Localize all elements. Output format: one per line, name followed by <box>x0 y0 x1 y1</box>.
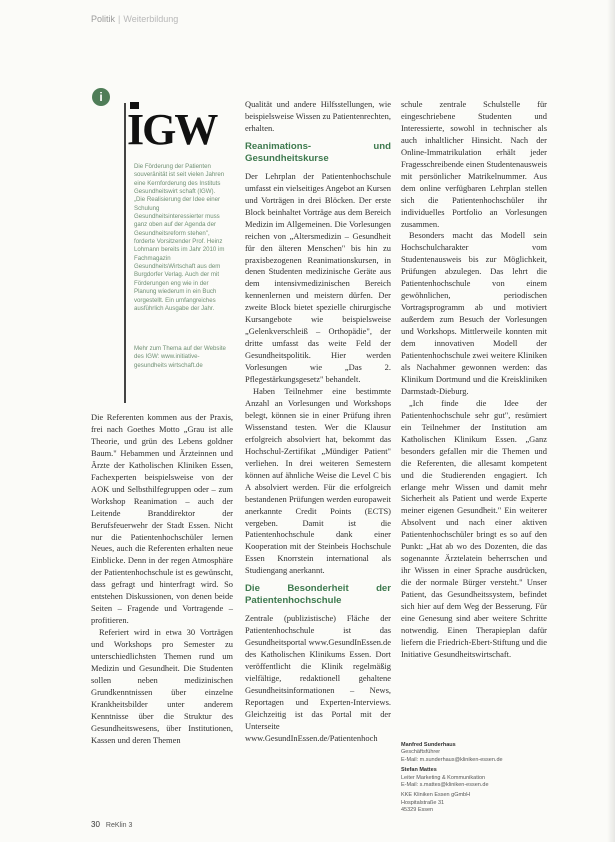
col1-paragraph-2: Referiert wird in etwa 30 Vorträgen und Workshops pro Semester zu unterschiedlichsten Themen rund um Medizin und Gesundheit. Die Studenten sollen neben medizinischen Grundkenntnissen über einzelne Krankheitsbilder unter anderem Kenntnisse über die Struktur des Gesundheitswesens, über Institutionen, Kassen und deren Themen <box>91 627 233 745</box>
page-number: 30 <box>91 820 100 829</box>
publication-name: ReKlin 3 <box>105 822 133 829</box>
heading-besonderheit: Die Besonderheit der Patientenhochschule <box>245 583 391 607</box>
col2-intro: Qualität und andere Hilfsstellungen, wie beispielsweise Wissen zu Patientenrechten, erhalten. <box>245 99 391 133</box>
contact-2-role: Leiter Marketing & Kommunikation <box>401 774 486 781</box>
contact-2 <box>401 767 547 789</box>
logo-text: IGW <box>128 105 217 152</box>
col2-paragraph-3: Zentrale (publizistische) Fläche der Patientenhochschule ist das Gesundheitsportal www.GesundInEssen.de des Katholischen Klinikums Essen. Dort veröffentlicht die Klinik regelmäßig vielfältige, redaktionell gehaltene Gesundheitsinformationen – News, Reportagen und Experten-Interviews. Gleichzeitig ist das Portal mit der Unterseite www.GesundInEssen.de/Patientenhoch <box>245 613 391 743</box>
info-icon: i <box>92 88 110 106</box>
sidebar-rule <box>124 103 126 403</box>
address-line-2: Hospitalstraße 31 <box>401 799 445 806</box>
contact-block <box>401 742 547 815</box>
col3-paragraph-3: „Ich finde die Idee der Patientenhochschule sehr gut", resümiert ein Teilnehmer der Institution am Katholischen Klinikum Essen. „Ganz besonders gefallen mir die Themen und die Referenten, die allesamt kompetent und die Studierenden engagiert. Ich erlange mehr Wissen und damit mehr Sicherheit als Patient und werde Experte meiner eigenen Gesundheit." Ein weiterer Absolvent und nach einer aktiven Patientenhochschüler bringt es so auf den Punkt: „Hat ab wo des Dozenten, die das sogenannte Ärztelatein beherrschen und ihr Wissen in einer Sprache ausdrücken, die der normale Bürger versteht." Unser Patient, das Gesundheitssystem, befindet sich hier auf dem Weg der Besserung. Für eine Genesung sind aber weitere Schritte notwendig. Einen Therapieplan dafür liefern die Friedrich-Ebert-Stiftung und die Initiative Gesundheitswirtschaft. <box>401 397 547 659</box>
column-2 <box>245 99 391 745</box>
contact-1-name: Manfred Sunderhaus <box>401 742 456 748</box>
col3-paragraph-1: schule zentrale Schulstelle für eingeschriebene Studenten und Interessierte, sowohl in technischer als auch inhaltlicher Hinsicht. Nach der Online-Immatrikulation erhält jeder Fragesschreibende einen Studentenausweis mit persönlicher Matrikelnummer. Aus dem online verfügbaren Lehrplan stellen sich die Patientenhochschüler ihr individuelles Portfolio an Vorlesungen zusammen. <box>401 99 547 229</box>
address-line-3: 45329 Essen <box>401 807 434 814</box>
igw-logo <box>128 100 228 152</box>
column-1 <box>91 412 233 747</box>
contact-1 <box>401 742 547 764</box>
subsection-name: Weiterbildung <box>123 14 179 24</box>
col2-paragraph-1: Der Lehrplan der Patientenhochschule umfasst ein vielseitiges Angebot an Kursen und Vorträgen in drei Blöcken. Der erste Block beinhaltet Vorträge aus dem Bereich Medizin im Allgemeinen. Die Vorlesungen reichen von „Altersmedizin – Gesundheit für den älteren Menschen" bis hin zu praxisbezogenen Reanimationskursen, in denen Studenten medizinische Geräte aus dem intensivmedizinischen Bereich kennenlernen und meistern dürfen. Der zweite Block bietet spezielle chirurgische Kursangebote wie beispielsweise „Gelenkverschleiß – Orthopädie", der dritte umfasst das weite Feld der Gesundheitspolitik. Hier werden Vorlesungen wie „Das 2. Pflegestärkungsgesetz" behandelt. <box>245 170 391 385</box>
contact-1-role: Geschäftsführer <box>401 749 441 756</box>
page-edge-shadow <box>607 0 615 842</box>
sidebar-text: Die Förderung der Patienten souveränität ist seit vielen Jahren eine Kernforderung des Instituts Gesundheitswirt schaft (IGW). „Die Realisierung der Idee einer Schulung Gesundheitsinteressierter muss ganz oben auf der Agenda der Gesundheitsreform stehen", forderte Vorsitzender Prof. Heinz Lohmann bereits im Jahr 2010 im Fachmagazin GesundheitsWirtschaft aus dem Burgdorfer Verlag. Auch der mit Förderungen eng wie in der Planung wiederum in ein Buch vorgestellt. Ein umfangreiches ausführlich Ausgabe der Jahr. <box>134 163 225 312</box>
contact-1-email[interactable]: E-Mail: m.sunderhaus@kliniken-essen.de <box>401 756 503 763</box>
heading-reanimation: Reanimations- und Gesundheitskurse <box>245 140 391 164</box>
contact-2-name: Stefan Mattes <box>401 767 437 774</box>
col3-paragraph-2: Besonders macht das Modell sein Hochschulcharakter vom Studentenausweis bis zur Möglichkeit, Prüfungen abzulegen. Das lehrt die Patientenhochschule von einem gewöhnlichen, periodischen Vortragsprogramm ab und motiviert außerdem zum Besuch der Vorlesungen und Workshops. Mittlerweile konnten mit dem innovativen Modell der Patientenhochschule zwei weitere Kliniken als Nachahmer gewonnen werden: das Klinikum Dortmund und die Kreiskliniken Darmstadt-Dieburg. <box>401 230 547 396</box>
igw-logo-graphic <box>128 100 228 152</box>
section-header <box>91 14 178 24</box>
contact-2-email[interactable]: E-Mail: s.mattes@kliniken-essen.de <box>401 782 489 789</box>
col2-paragraph-2: Haben Teilnehmer eine bestimmte Anzahl an Vorlesungen und Workshops belegt, können sie in einer Prüfung ihren Wissenstand testen. Wer die Klausur erfolgreich absolviert hat, bekommt das Hochschul-Zertifikat „Mündiger Patient" verliehen. In drei weiteren Semestern können auf ähnliche Weise die Level C bis A absolviert werden. Für die erfolgreich bestandenen Prüfungen werden europaweit anerkannte Credit Points (ECTS) vergeben. Damit ist die Patientenhochschule dank einer Kooperation mit der Steinbeis Hochschule Essen Knorrstein international als Studiengang anerkannt. <box>245 386 391 576</box>
section-name: Politik <box>91 14 116 24</box>
address <box>401 792 547 814</box>
sidebar-link[interactable]: Mehr zum Thema auf der Website des IGW: www.initiative-gesundheits wirtschaft.de <box>134 345 226 369</box>
header-separator: | <box>118 14 121 24</box>
address-line-1: KKE Kliniken Essen gGmbH <box>401 792 471 799</box>
col1-paragraph-1: Die Referenten kommen aus der Praxis, frei nach Goethes Motto „Grau ist alle Theorie, und grün des Lebens goldner Baum." Hebammen und Ärzteinnen und Ärzte der Katholischen Kliniken Essen, Fachexperten beispielsweise von der AOK und Selbsthilfegruppen oder – zum Workshop Reanimation – auch der Leitende Branddirektor der Berufsfeuerwehr der Stadt Essen. Nicht nur die Patientenhochschüler lernen Neues, auch die Referenten erhalten neue Einblicke. Denn in der regen Atmosphäre der Patientenhochschule ist es gewünscht, dass gefragt und hinterfragt wird. So entstehen Diskussionen, von denen beide Seiten – Fragende und Vortragende – profitieren. <box>91 412 233 626</box>
page-footer <box>91 820 132 829</box>
column-3 <box>401 99 547 661</box>
